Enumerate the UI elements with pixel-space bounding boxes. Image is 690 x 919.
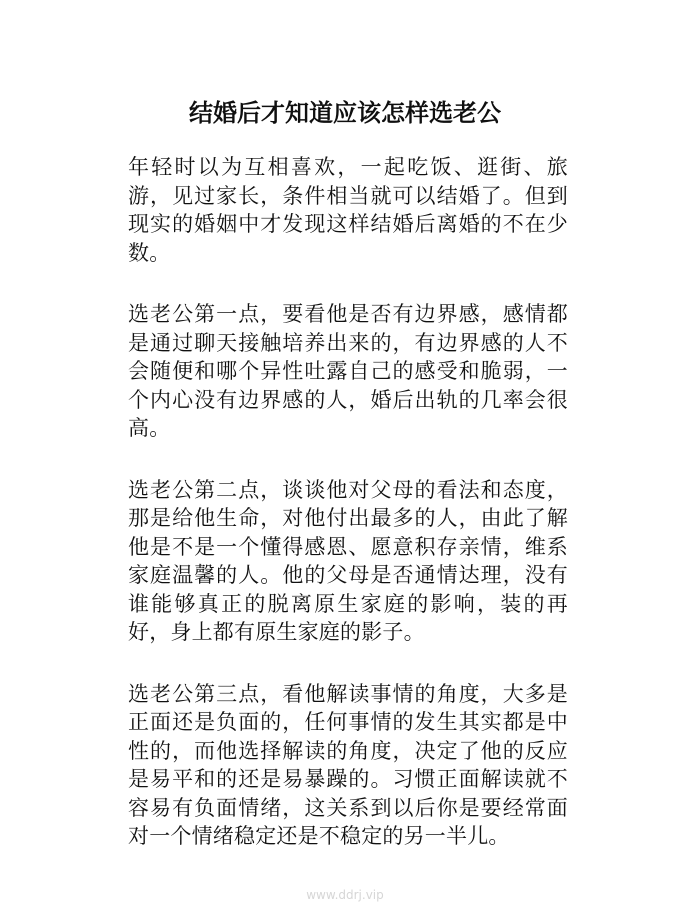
article-title: 结婚后才知道应该怎样选老公 bbox=[189, 99, 501, 127]
paragraph-point-one: 选老公第一点，要看他是否有边界感，感情都是通过聊天接触培养出来的，有边界感的人不会随便和哪个异性吐露自己的感受和脆弱，一个内心没有边界感的人，婚后出轨的几率会很高。 bbox=[128, 302, 568, 440]
paragraph-intro: 年轻时以为互相喜欢，一起吃饭、逛街、旅游，见过家长，条件相当就可以结婚了。但到现实的婚姻中才发现这样结婚后离婚的不在少数。 bbox=[128, 155, 568, 265]
watermark-text: www.ddrj.vip bbox=[306, 888, 384, 902]
paragraph-point-three: 选老公第三点，看他解读事情的角度，大多是正面还是负面的，任何事情的发生其实都是中性的，而他选择解读的角度，决定了他的反应是易平和的还是易暴躁的。习惯正面解读就不容易有负面情绪，这关系到以后你是要经常面对一个情绪稳定还是不稳定的另一半儿。 bbox=[128, 681, 568, 848]
article-body bbox=[128, 153, 568, 851]
paragraph-point-two: 选老公第二点，谈谈他对父母的看法和态度，那是给他生命，对他付出最多的人，由此了解他是不是一个懂得感恩、愿意积存亲情，维系家庭温馨的人。他的父母是否通情达理，没有谁能够真正的脱离原生家庭的影响，装的再好，身上都有原生家庭的影子。 bbox=[128, 477, 568, 644]
